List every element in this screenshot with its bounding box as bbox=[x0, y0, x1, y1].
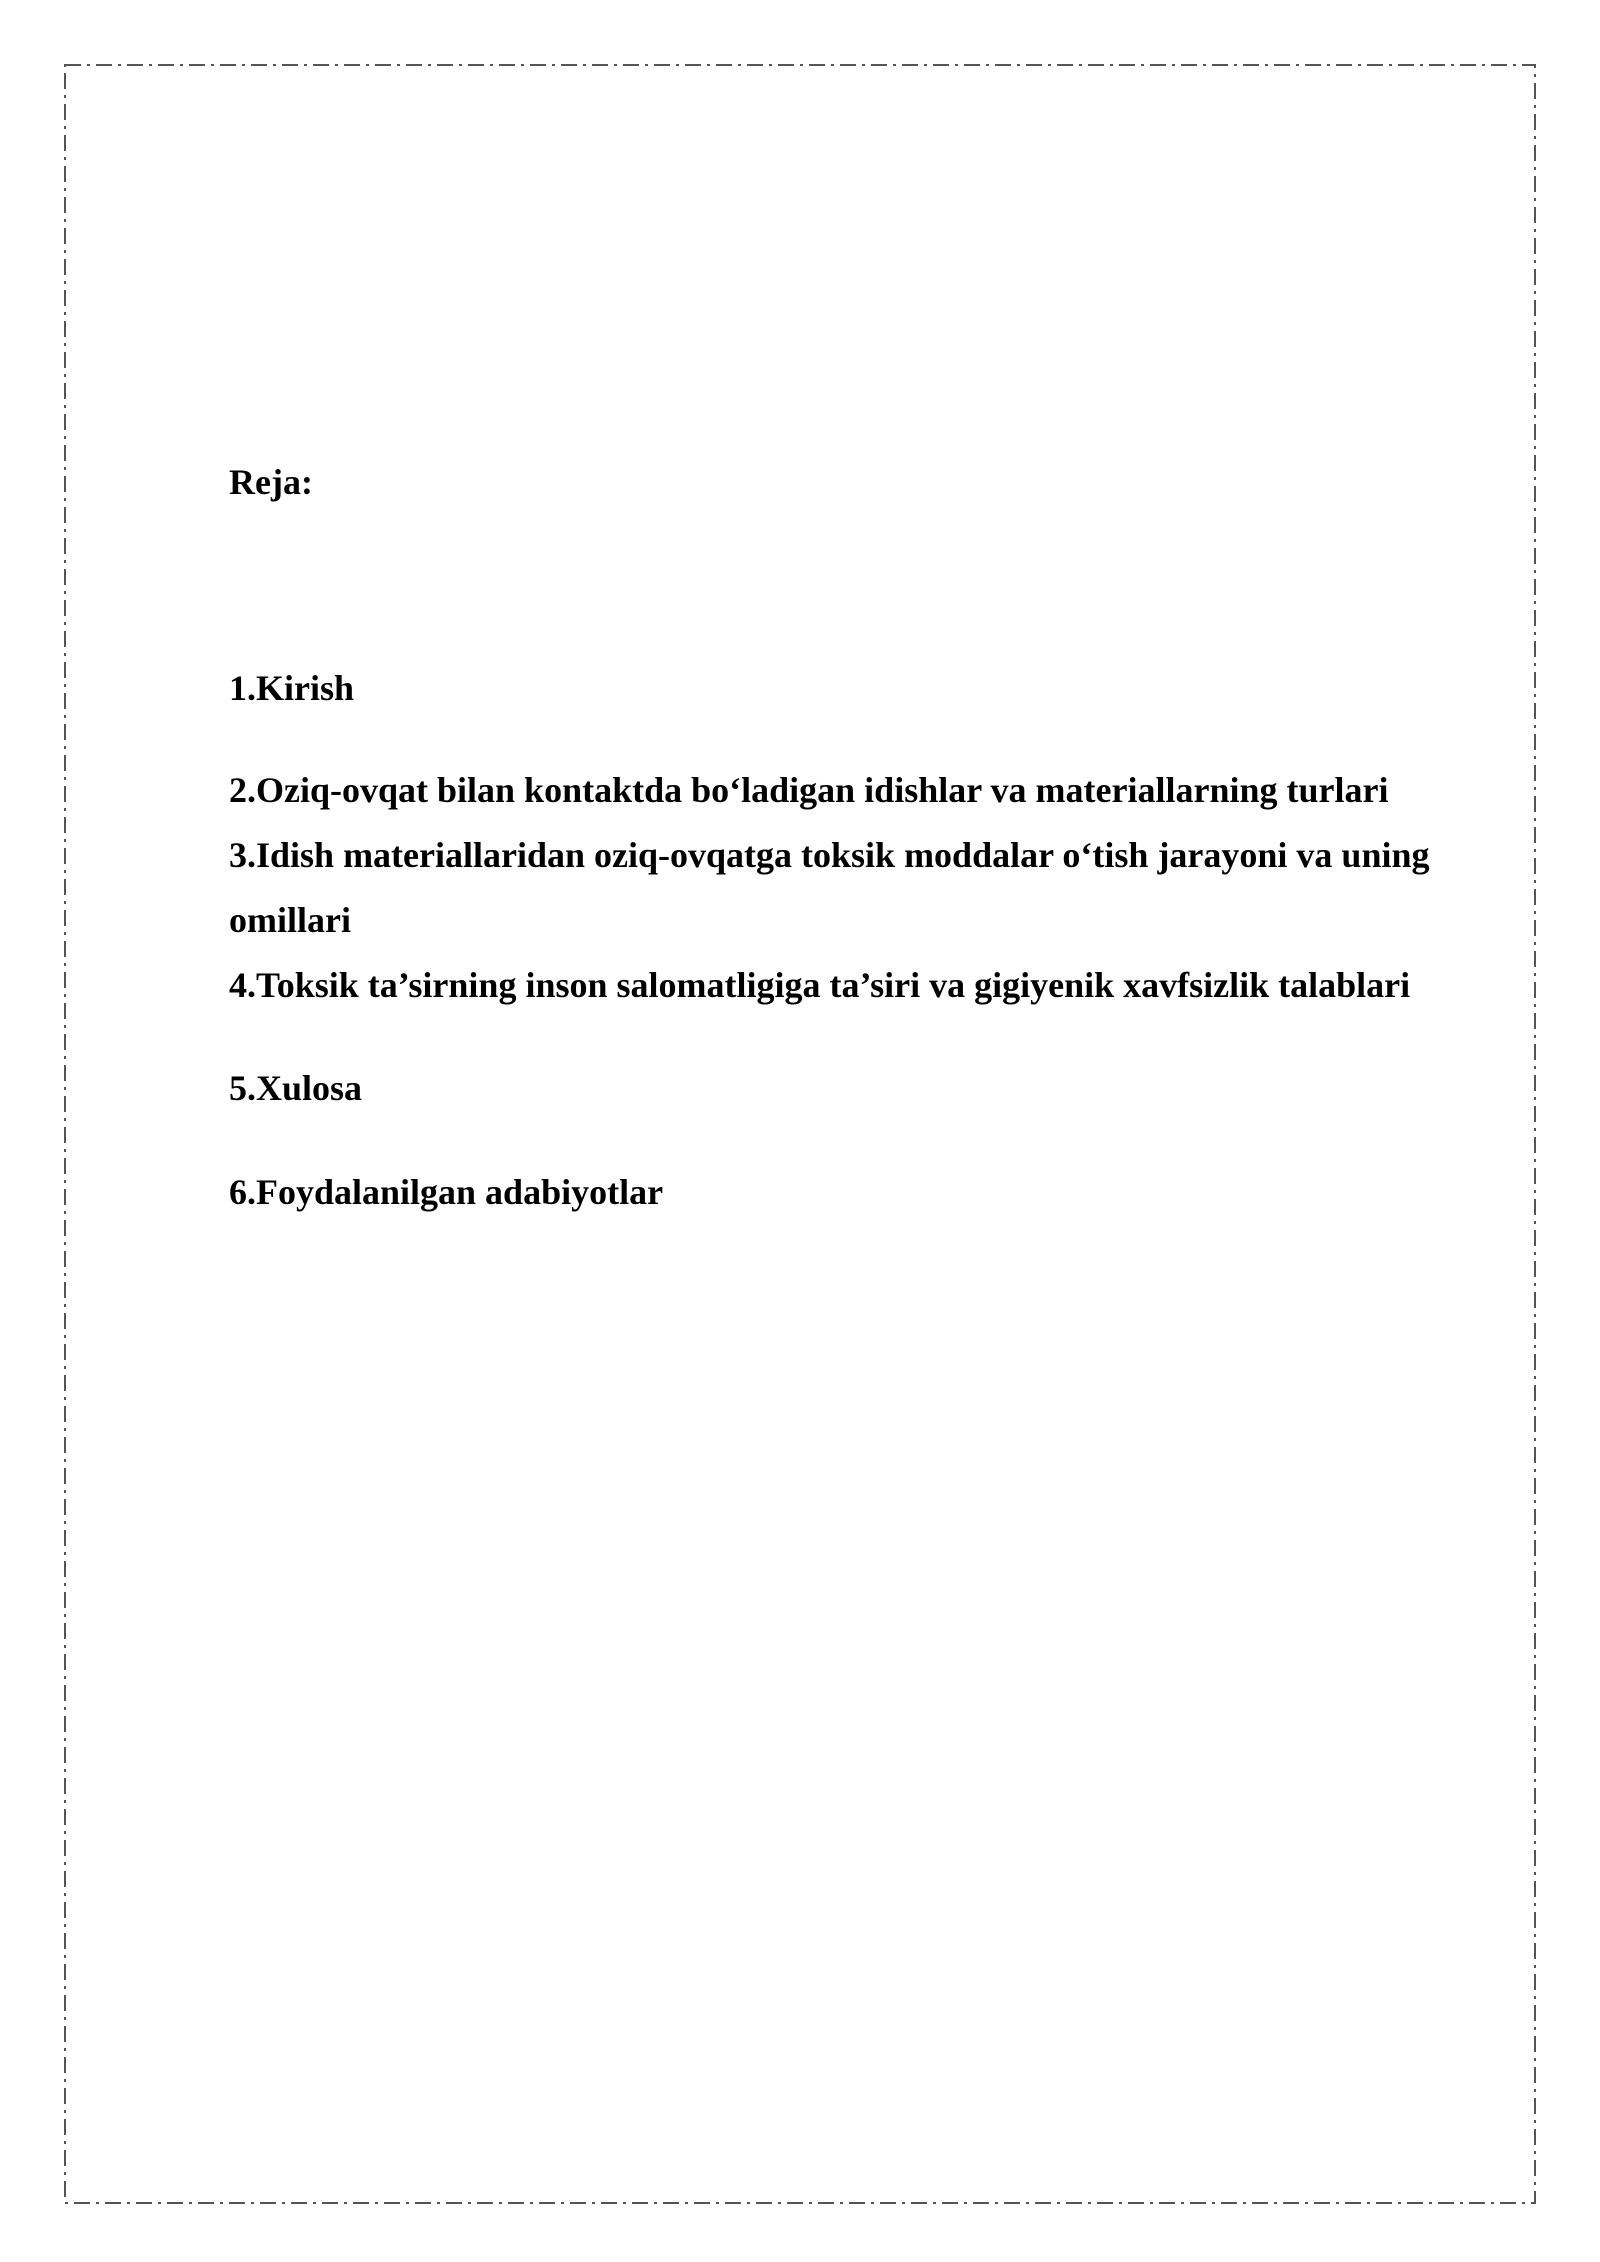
plan-item-references: 6.Foydalanilgan adabiyotlar bbox=[229, 1172, 664, 1212]
page-border bbox=[64, 64, 1536, 2204]
plan-item-toxic-migration: 3.Idish materiallaridan oziq-ovqatga toksik moddalar o‘tish jarayoni va uning omillari bbox=[229, 835, 1430, 940]
plan-item-container-types: 2.Oziq-ovqat bilan kontaktda bo‘ladigan idishlar va materiallarning turlari bbox=[229, 770, 1389, 810]
plan-item-conclusion: 5.Xulosa bbox=[229, 1068, 363, 1108]
plan-item-introduction: 1.Kirish bbox=[229, 668, 355, 708]
plan-item-health-effects: 4.Toksik ta’sirning inson salomatligiga ta’siri va gigiyenik xavfsizlik talablari bbox=[229, 965, 1411, 1005]
plan-heading: Reja: bbox=[229, 462, 313, 502]
dash-dot-border-frame bbox=[64, 64, 1536, 2204]
